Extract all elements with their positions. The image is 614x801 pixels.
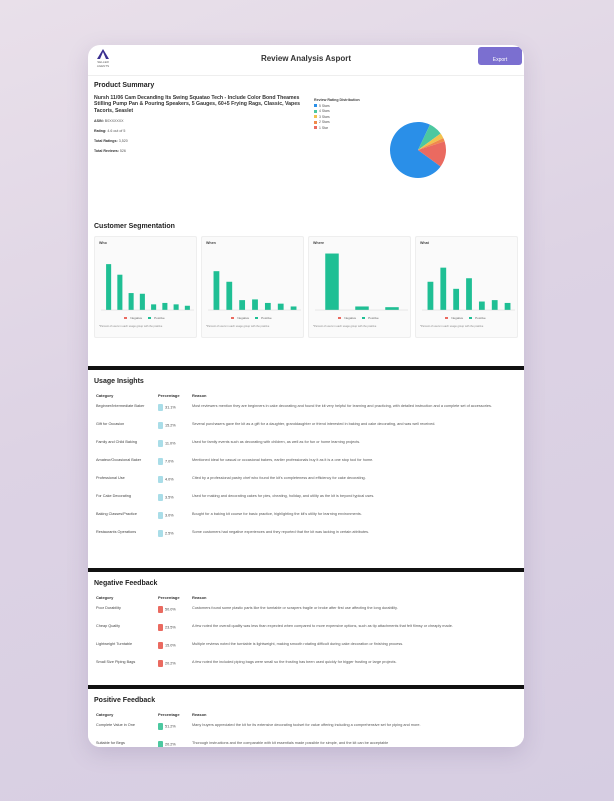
reason-cell: A few noted the included piping bags were small so the frosting has been used quickly for bigger frosting or large projects. — [192, 660, 397, 664]
product-title-text: Nursh 11/06 Cam Decanding Its Swing Squatao Tech - Include Color Bond Theames Stilling Pump Pan & Pouring Speakers, 5 Gauges, 60+5 Frying Rags, Classic, Vapes Tacoris, Seaslet — [94, 95, 300, 114]
usage-rows — [94, 400, 518, 544]
category-cell: Family and Child Baking — [96, 440, 137, 444]
usage-insights-heading: Usage Insights — [94, 378, 144, 385]
percentage-bar — [158, 404, 163, 411]
pie-legend-item — [314, 115, 360, 119]
legend-label: Positive — [475, 316, 486, 320]
legend-swatch — [469, 317, 472, 319]
segment-legend-item — [362, 316, 381, 320]
segment-bar — [466, 278, 472, 310]
percentage-cell — [156, 472, 190, 490]
top-bar — [88, 45, 524, 76]
percentage-bar — [158, 642, 163, 649]
segment-panel — [94, 236, 197, 338]
table-row — [94, 602, 518, 620]
percentage-bar — [158, 476, 163, 483]
segment-bar — [385, 307, 399, 310]
category-cell: Professional Use — [96, 476, 125, 480]
export-button[interactable]: Export — [478, 47, 522, 65]
reason-cell: Many buyers appreciated the kit for its extensive decorating toolset for value offering including a comprehensive set for piping and more. — [192, 723, 421, 727]
percentage-bar — [158, 606, 163, 613]
segment-legend-item — [338, 316, 358, 320]
segment-bar-chart — [313, 247, 410, 313]
segment-bar — [129, 293, 134, 310]
percentage-value: 15.2% — [165, 423, 176, 428]
reason-cell: Multiple reviews noted the turntable is lightweight, making smooth rotating difficult during cake decoration or finishing process. — [192, 642, 404, 646]
legend-swatch — [362, 317, 365, 319]
segment-legend-item — [124, 316, 144, 320]
segment-legend — [309, 316, 410, 320]
legend-label: Negative — [130, 316, 143, 320]
col-percentage: Percentage — [158, 595, 180, 600]
meta-asin: ASIN: B0XXXXXX — [94, 119, 124, 124]
percentage-bar — [158, 530, 163, 537]
segment-title: Who — [99, 241, 107, 245]
percentage-value: 51.2% — [165, 724, 176, 729]
legend-swatch — [148, 317, 151, 319]
segment-bar — [325, 254, 339, 310]
table-row — [94, 737, 518, 747]
reason-cell: A few noted the overall quality was less than expected when compared to more expensive options, such as tip attachments that felt flimsy or cheaply made. — [192, 624, 453, 628]
segment-legend-item — [255, 316, 274, 320]
percentage-cell — [156, 656, 190, 674]
percentage-cell — [156, 719, 190, 737]
reason-cell: Thorough instructions and the comparable with kit essentials made possible for simple, and the kit can be acceptable — [192, 741, 389, 745]
legend-swatch — [314, 126, 317, 129]
segment-title: What — [420, 241, 429, 245]
percentage-value: 2.5% — [165, 531, 174, 536]
category-cell: Poor Durability — [96, 606, 121, 610]
legend-label: 3 Stars — [319, 114, 330, 119]
percentage-cell — [156, 436, 190, 454]
page-title: Review Analysis Asport — [260, 54, 352, 63]
segment-bar — [252, 299, 258, 310]
table-row — [94, 638, 518, 656]
segment-title: Where — [313, 241, 324, 245]
category-cell: Baking Classes/Practice — [96, 512, 137, 516]
percentage-cell — [156, 490, 190, 508]
col-reason: Reason — [192, 595, 207, 600]
percentage-cell — [156, 620, 190, 638]
segment-note: *Percent of users in each usage group with the positive — [420, 325, 484, 328]
segment-bar — [226, 282, 232, 310]
segment-bar — [239, 300, 245, 310]
product-summary-heading: Product Summary — [94, 82, 155, 89]
reason-cell: Most reviewers mention they are beginners in cake decorating and found the kit very helpful for learning and practicing, with detailed instruction and a complete set of accessories. — [192, 404, 492, 408]
percentage-bar — [158, 624, 163, 631]
segment-note: *Percent of users in each usage group with the positive — [206, 325, 270, 328]
reason-cell: Used for making and decorating cakes for pies, cheating, holiday, and utility as the kit is beyond typical uses. — [192, 494, 375, 498]
percentage-bar — [158, 741, 163, 747]
positive-feedback-table — [94, 710, 518, 747]
segment-bar — [151, 304, 156, 310]
segment-bar — [355, 306, 369, 310]
category-cell: Beginner/Intermediate Baker — [96, 404, 145, 408]
table-row — [94, 418, 518, 436]
legend-swatch — [255, 317, 258, 319]
legend-label: Positive — [261, 316, 272, 320]
segment-bar — [453, 289, 459, 310]
meta-total-reviews: Total Reviews: 526 — [94, 149, 126, 154]
percentage-bar — [158, 660, 163, 667]
percentage-bar — [158, 440, 163, 447]
pie-legend-item — [314, 120, 360, 124]
percentage-value: 31.1% — [165, 405, 176, 410]
legend-swatch — [231, 317, 234, 319]
reason-cell: Used for family events such as decorating with children, as well as for fun or home learning projects. — [192, 440, 361, 444]
segment-panel — [308, 236, 411, 338]
legend-swatch — [314, 121, 317, 124]
negative-feedback-table — [94, 593, 518, 674]
negative-feedback-heading: Negative Feedback — [94, 580, 158, 587]
legend-swatch — [445, 317, 448, 319]
segment-bar-chart — [206, 247, 303, 313]
legend-label: 5 Stars — [319, 103, 330, 108]
percentage-value: 50.0% — [165, 607, 176, 612]
product-meta — [94, 119, 518, 153]
percentage-cell — [156, 526, 190, 544]
table-row — [94, 719, 518, 737]
percentage-value: 20.2% — [165, 661, 176, 666]
segment-bar-chart — [420, 247, 517, 313]
pie-title: Review Rating Distribution — [314, 98, 360, 102]
percentage-value: 15.0% — [165, 643, 176, 648]
pie-legend — [314, 104, 360, 130]
percentage-value: 23.5% — [165, 625, 176, 630]
product-summary-section — [88, 76, 524, 210]
section-divider — [88, 366, 524, 370]
segment-bar — [492, 300, 498, 310]
usage-insights-section — [88, 372, 524, 568]
logo-text: SELLER AGENTS — [96, 60, 110, 68]
reason-cell: Several purchasers gave the kit as a gift for a daughter, granddaughter or friend interested in baking and cake decorating, and was well received. — [192, 422, 436, 426]
percentage-cell — [156, 508, 190, 526]
reason-cell: Mentioned ideal for casual or occasional bakers, earlier professionals buy it as it is a one stop tool for home. — [192, 458, 374, 462]
segment-bar — [140, 294, 145, 310]
category-cell: Gift for Occasion — [96, 422, 125, 426]
percentage-cell — [156, 737, 190, 747]
segment-legend-item — [445, 316, 465, 320]
segmentation-panels — [94, 236, 518, 338]
percentage-bar — [158, 458, 163, 465]
percentage-bar — [158, 723, 163, 730]
segment-bar — [174, 304, 179, 310]
category-cell: Complete Value in One — [96, 723, 135, 727]
category-cell: Small Size Piping Bags — [96, 660, 136, 664]
segment-bar — [185, 306, 190, 310]
positive-rows — [94, 719, 518, 747]
segment-legend — [95, 316, 196, 320]
table-row — [94, 526, 518, 544]
segment-bar — [278, 304, 284, 310]
table-row — [94, 508, 518, 526]
col-percentage: Percentage — [158, 393, 180, 398]
col-category: Category — [96, 393, 114, 398]
table-row — [94, 436, 518, 454]
segment-legend-item — [469, 316, 488, 320]
customer-segmentation-section — [88, 217, 524, 365]
percentage-cell — [156, 454, 190, 472]
rating-distribution-chart — [314, 98, 360, 130]
segment-bar — [265, 303, 271, 310]
col-reason: Reason — [192, 712, 207, 717]
legend-swatch — [124, 317, 127, 319]
percentage-value: 3.5% — [165, 495, 174, 500]
table-row — [94, 620, 518, 638]
reason-cell: Customers found some plastic parts like the turntable or scrapers fragile or broke after first use affecting the long durability. — [192, 606, 398, 610]
positive-feedback-heading: Positive Feedback — [94, 697, 156, 704]
reason-cell: Some customers had negative experiences and they reported that the kit was lacking in certain attributes. — [192, 530, 370, 534]
category-cell: For Cake Decorating — [96, 494, 132, 498]
percentage-value: 7.0% — [165, 459, 174, 464]
percentage-bar — [158, 422, 163, 429]
table-row — [94, 490, 518, 508]
segment-legend — [416, 316, 517, 320]
section-divider — [88, 568, 524, 572]
meta-rating: Rating: 4.6 out of 5 — [94, 129, 126, 134]
rating-pie — [388, 120, 448, 180]
segment-bar-chart — [99, 247, 196, 313]
segment-panel — [415, 236, 518, 338]
table-row — [94, 656, 518, 674]
legend-swatch — [314, 110, 317, 113]
segment-legend — [202, 316, 303, 320]
positive-feedback-section — [88, 691, 524, 747]
legend-label: 2 Stars — [319, 120, 330, 124]
segment-note: *Percent of users in each usage group with the positive — [99, 325, 163, 328]
legend-label: 4 Stars — [319, 109, 330, 113]
segment-note: *Percent of users in each usage group with the positive — [313, 325, 377, 328]
segment-bar — [428, 282, 434, 310]
segment-bar — [479, 302, 485, 310]
col-reason: Reason — [192, 393, 207, 398]
legend-label: Positive — [368, 316, 379, 320]
percentage-value: 4.0% — [165, 477, 174, 482]
category-cell: Restaurants Operations — [96, 530, 137, 534]
negative-feedback-section — [88, 574, 524, 682]
reason-cell: Bought for a baking kit course for basic practice, highlighting the kit's utility for learning environments. — [192, 512, 362, 516]
category-cell: Lightweight Turntable — [96, 642, 133, 646]
legend-label: Negative — [344, 316, 357, 320]
percentage-bar — [158, 512, 163, 519]
segment-panel — [201, 236, 304, 338]
segment-bar — [214, 271, 220, 310]
percentage-value: 3.0% — [165, 513, 174, 518]
percentage-cell — [156, 400, 190, 418]
segment-legend-item — [231, 316, 251, 320]
table-row — [94, 400, 518, 418]
segmentation-heading: Customer Segmentation — [94, 223, 175, 230]
segment-bar — [162, 303, 167, 310]
legend-label: Negative — [451, 316, 464, 320]
legend-swatch — [338, 317, 341, 319]
percentage-bar — [158, 494, 163, 501]
pie-legend-item — [314, 104, 360, 108]
segment-bar — [117, 275, 122, 310]
percentage-value: 20.2% — [165, 742, 176, 747]
percentage-cell — [156, 418, 190, 436]
col-percentage: Percentage — [158, 712, 180, 717]
segment-title: When — [206, 241, 216, 245]
pie-legend-item — [314, 126, 360, 130]
segment-bar — [106, 264, 111, 310]
negative-rows — [94, 602, 518, 674]
legend-label: Negative — [237, 316, 250, 320]
category-cell: Cheap Quality — [96, 624, 121, 628]
table-row — [94, 454, 518, 472]
table-row — [94, 472, 518, 490]
segment-legend-item — [148, 316, 167, 320]
legend-swatch — [314, 115, 317, 118]
percentage-cell — [156, 638, 190, 656]
segment-bar — [440, 268, 446, 310]
segment-bar — [505, 303, 511, 310]
section-divider — [88, 685, 524, 689]
percentage-cell — [156, 602, 190, 620]
pie-legend-item — [314, 109, 360, 113]
legend-label: Positive — [154, 316, 165, 320]
legend-label: 1 Star — [319, 125, 329, 130]
app-window — [88, 45, 524, 747]
reason-cell: Cited by a professional pastry chef who found the kit's completeness and efficiency for cake decorating. — [192, 476, 366, 480]
col-category: Category — [96, 712, 114, 717]
segment-bar — [291, 306, 297, 310]
meta-total-ratings: Total Ratings: 3,520 — [94, 139, 128, 144]
category-cell: Amateur/Occasional Baker — [96, 458, 142, 462]
usage-insights-table — [94, 391, 518, 544]
percentage-value: 11.0% — [165, 441, 176, 446]
col-category: Category — [96, 595, 114, 600]
category-cell: Suitable for Begs — [96, 741, 125, 745]
legend-swatch — [314, 104, 317, 107]
